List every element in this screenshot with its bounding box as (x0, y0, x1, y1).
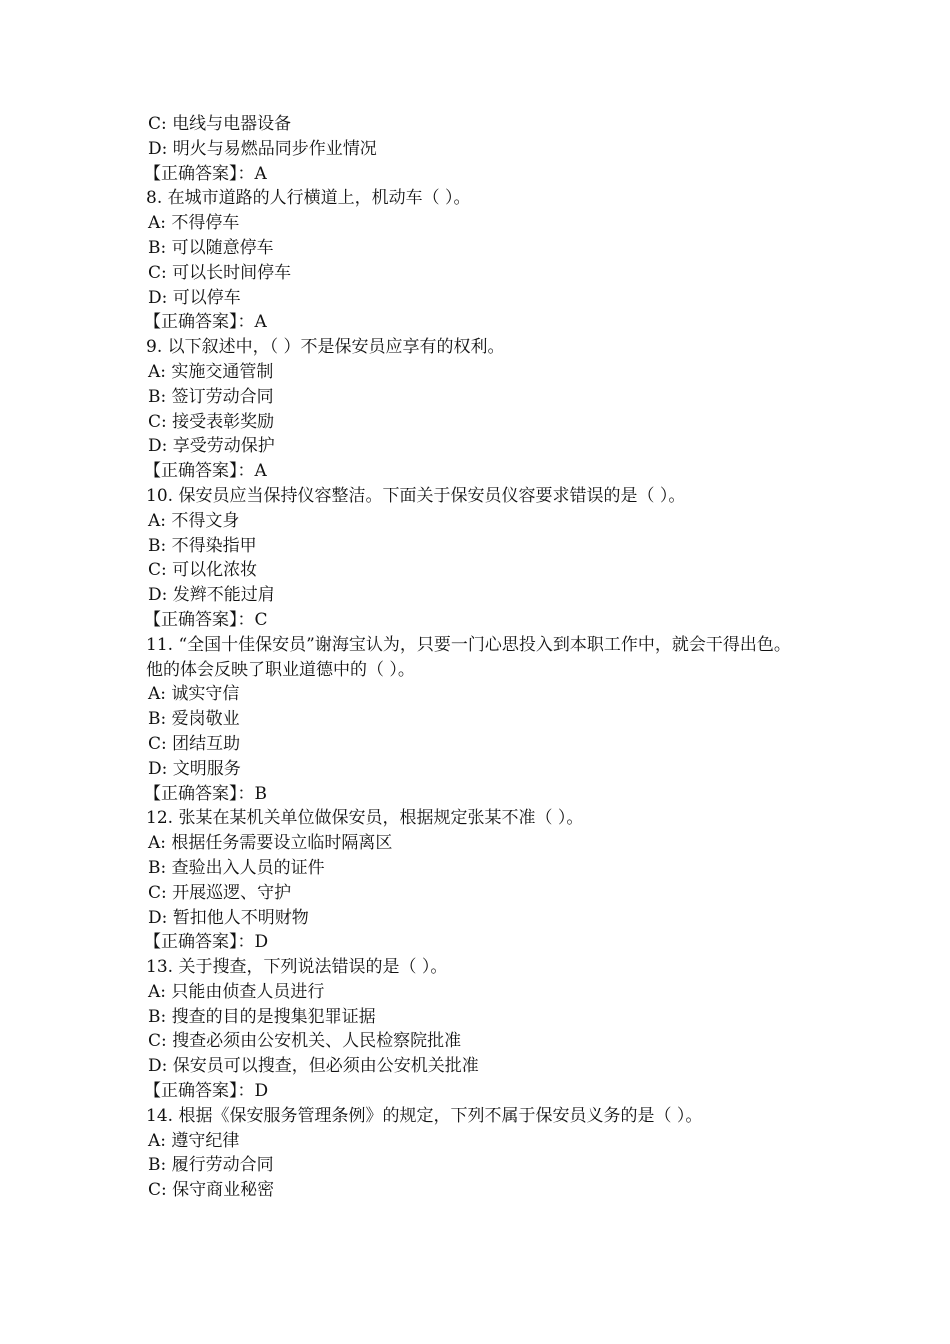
option-line: A: 不得文身 (148, 510, 240, 531)
question-stem: 13. 关于搜查，下列说法错误的是（ ）。 (146, 957, 448, 978)
question-block (146, 633, 806, 807)
option-line: A: 遵守纪律 (148, 1130, 240, 1151)
question-stem: 12. 张某在某机关单位做保安员，根据规定张某不准（ ）。 (146, 808, 584, 829)
answer-line: 【正确答案】：A (144, 461, 267, 482)
answer-line: 【正确答案】：C (144, 609, 268, 630)
option-line: D: 发辫不能过肩 (148, 585, 275, 606)
answer-line: 【正确答案】：D (144, 932, 269, 953)
option-line: A: 不得停车 (148, 213, 240, 234)
option-line: C: 开展巡逻、守护 (148, 882, 292, 903)
option-line: B: 签订劳动合同 (148, 386, 274, 407)
option-line: D: 保安员可以搜查，但必须由公安机关批准 (148, 1056, 479, 1077)
question-block (146, 1104, 806, 1203)
question-stem: 8. 在城市道路的人行横道上，机动车（ ）。 (146, 188, 471, 209)
question-list (146, 112, 806, 1203)
question-block (146, 186, 806, 335)
option-line: B: 履行劳动合同 (148, 1155, 274, 1176)
question-stem: 9. 以下叙述中，（ ）不是保安员应享有的权利。 (146, 337, 505, 358)
question-block (146, 484, 806, 633)
option-line: C: 接受表彰奖励 (148, 411, 275, 432)
question-stem: 11. “全国十佳保安员”谢海宝认为，只要一门心思投入到本职工作中，就会干得出色。他的体会反映了职业道德中的（ ）。 (146, 634, 791, 680)
option-line: D: 文明服务 (148, 758, 241, 779)
question-block (146, 335, 806, 484)
option-line: C: 搜查必须由公安机关、人民检察院批准 (148, 1031, 462, 1052)
question-stem: 10. 保安员应当保持仪容整洁。下面关于保安员仪容要求错误的是（ ）。 (146, 485, 686, 506)
option-line: A: 根据任务需要设立临时隔离区 (148, 833, 393, 854)
option-line: B: 可以随意停车 (148, 237, 274, 258)
question-block (146, 806, 806, 955)
option-line: A: 诚实守信 (148, 684, 240, 705)
question-stem: 14. 根据《保安服务管理条例》的规定，下列不属于保安员义务的是（ ）。 (146, 1105, 703, 1126)
answer-line: 【正确答案】：B (144, 783, 267, 804)
answer-line: 【正确答案】：A (144, 312, 267, 333)
option-line: D: 明火与易燃品同步作业情况 (148, 138, 377, 159)
answer-line: 【正确答案】：D (144, 1081, 269, 1102)
option-line: D: 享受劳动保护 (148, 436, 275, 457)
option-line: D: 暂扣他人不明财物 (148, 907, 309, 928)
option-line: C: 可以化浓妆 (148, 560, 258, 581)
option-line: C: 可以长时间停车 (148, 262, 292, 283)
option-line: A: 只能由侦查人员进行 (148, 981, 325, 1002)
option-line: B: 查验出入人员的证件 (148, 857, 325, 878)
question-block (146, 955, 806, 1104)
answer-line: 【正确答案】：A (144, 163, 267, 184)
option-line: C: 电线与电器设备 (148, 114, 292, 134)
option-line: A: 实施交通管制 (148, 361, 274, 382)
option-line: C: 团结互助 (148, 733, 241, 754)
option-line: B: 爱岗敬业 (148, 709, 240, 730)
option-line: B: 不得染指甲 (148, 535, 257, 556)
option-line: C: 保守商业秘密 (148, 1180, 275, 1201)
option-line: D: 可以停车 (148, 287, 241, 308)
option-line: B: 搜查的目的是搜集犯罪证据 (148, 1006, 376, 1027)
